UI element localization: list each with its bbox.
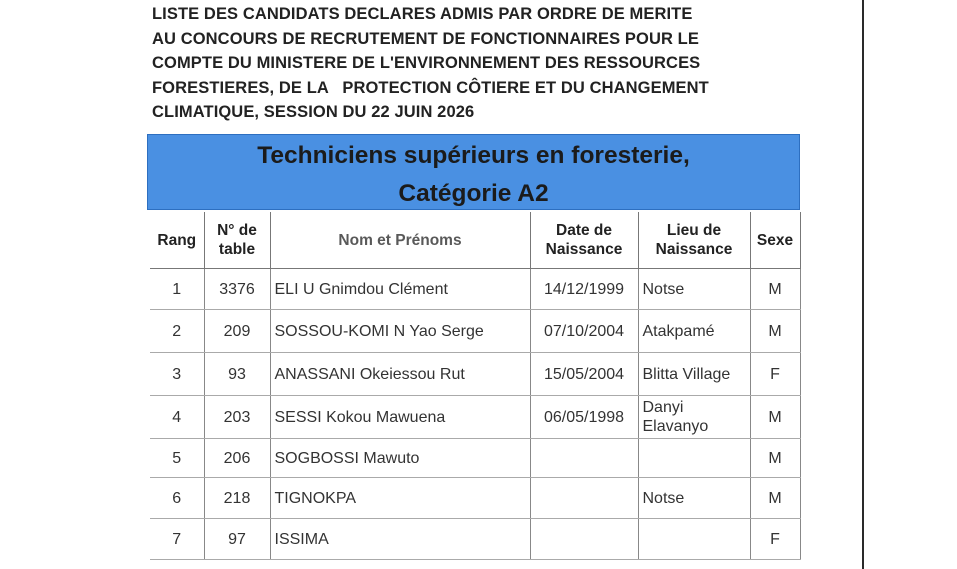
cell-rank: 5 [150, 439, 204, 478]
cell-birth-place [638, 519, 750, 560]
table-row [150, 478, 800, 519]
cell-sex: M [750, 396, 800, 439]
cell-rank: 1 [150, 269, 204, 310]
cell-name: SOGBOSSI Mawuto [270, 439, 530, 478]
cell-rank: 3 [150, 353, 204, 396]
document-heading [152, 2, 782, 125]
header-rank: Rang [150, 212, 204, 269]
cell-rank: 2 [150, 310, 204, 353]
cell-sex: M [750, 439, 800, 478]
cell-name: ELI U Gnimdou Clément [270, 269, 530, 310]
banner-title: Techniciens supérieurs en foresterie, [257, 142, 690, 169]
cell-table-number: 209 [204, 310, 270, 353]
header-name: Nom et Prénoms [270, 212, 530, 269]
cell-birth-place [638, 439, 750, 478]
cell-birth-date: 07/10/2004 [530, 310, 638, 353]
cell-birth-place: Notse [638, 269, 750, 310]
cell-birth-date: 06/05/1998 [530, 396, 638, 439]
cell-sex: M [750, 478, 800, 519]
cell-birth-place: Blitta Village [638, 353, 750, 396]
header-sex: Sexe [750, 212, 800, 269]
header-table-number: N° de table [204, 212, 270, 269]
banner-subtitle: Catégorie A2 [398, 180, 549, 207]
cell-name: ISSIMA [270, 519, 530, 560]
heading-line-4: FORESTIERES, DE LA PROTECTION CÔTIERE ET DU CHANGEMENT [152, 78, 709, 97]
heading-line-2: AU CONCOURS DE RECRUTEMENT DE FONCTIONNAIRES POUR LE [152, 29, 699, 48]
cell-birth-place: Atakpamé [638, 310, 750, 353]
cell-rank: 4 [150, 396, 204, 439]
cell-birth-date [530, 519, 638, 560]
heading-line-5: CLIMATIQUE, SESSION DU 22 JUIN 2026 [152, 103, 475, 121]
cell-birth-date: 14/12/1999 [530, 269, 638, 310]
cell-table-number: 93 [204, 353, 270, 396]
table-row [150, 439, 800, 478]
category-banner [147, 134, 800, 210]
table-row [150, 310, 800, 353]
table-row [150, 353, 800, 396]
cell-birth-date [530, 478, 638, 519]
table-header-row [150, 212, 800, 269]
results-table [150, 212, 801, 560]
cell-rank: 7 [150, 519, 204, 560]
table-row [150, 269, 800, 310]
table-row [150, 519, 800, 560]
heading-line-1: LISTE DES CANDIDATS DECLARES ADMIS PAR ORDRE DE MERITE [152, 5, 693, 23]
cell-rank: 6 [150, 478, 204, 519]
cell-table-number: 3376 [204, 269, 270, 310]
cell-table-number: 206 [204, 439, 270, 478]
cell-name: SESSI Kokou Mawuena [270, 396, 530, 439]
cell-name: TIGNOKPA [270, 478, 530, 519]
cell-sex: F [750, 353, 800, 396]
header-birth-place: Lieu de Naissance [638, 212, 750, 269]
cell-sex: M [750, 269, 800, 310]
table-row [150, 396, 800, 439]
cell-birth-place: Danyi Elavanyo [638, 396, 750, 439]
cell-sex: M [750, 310, 800, 353]
cell-birth-date [530, 439, 638, 478]
cell-birth-date: 15/05/2004 [530, 353, 638, 396]
cell-name: ANASSANI Okeiessou Rut [270, 353, 530, 396]
cell-sex: F [750, 519, 800, 560]
cell-table-number: 218 [204, 478, 270, 519]
heading-line-3: COMPTE DU MINISTERE DE L'ENVIRONNEMENT DES RESSOURCES [152, 54, 701, 72]
cell-table-number: 203 [204, 396, 270, 439]
cell-name: SOSSOU-KOMI N Yao Serge [270, 310, 530, 353]
cell-birth-place: Notse [638, 478, 750, 519]
page-edge-line [862, 0, 864, 569]
header-birth-date: Date de Naissance [530, 212, 638, 269]
cell-table-number: 97 [204, 519, 270, 560]
